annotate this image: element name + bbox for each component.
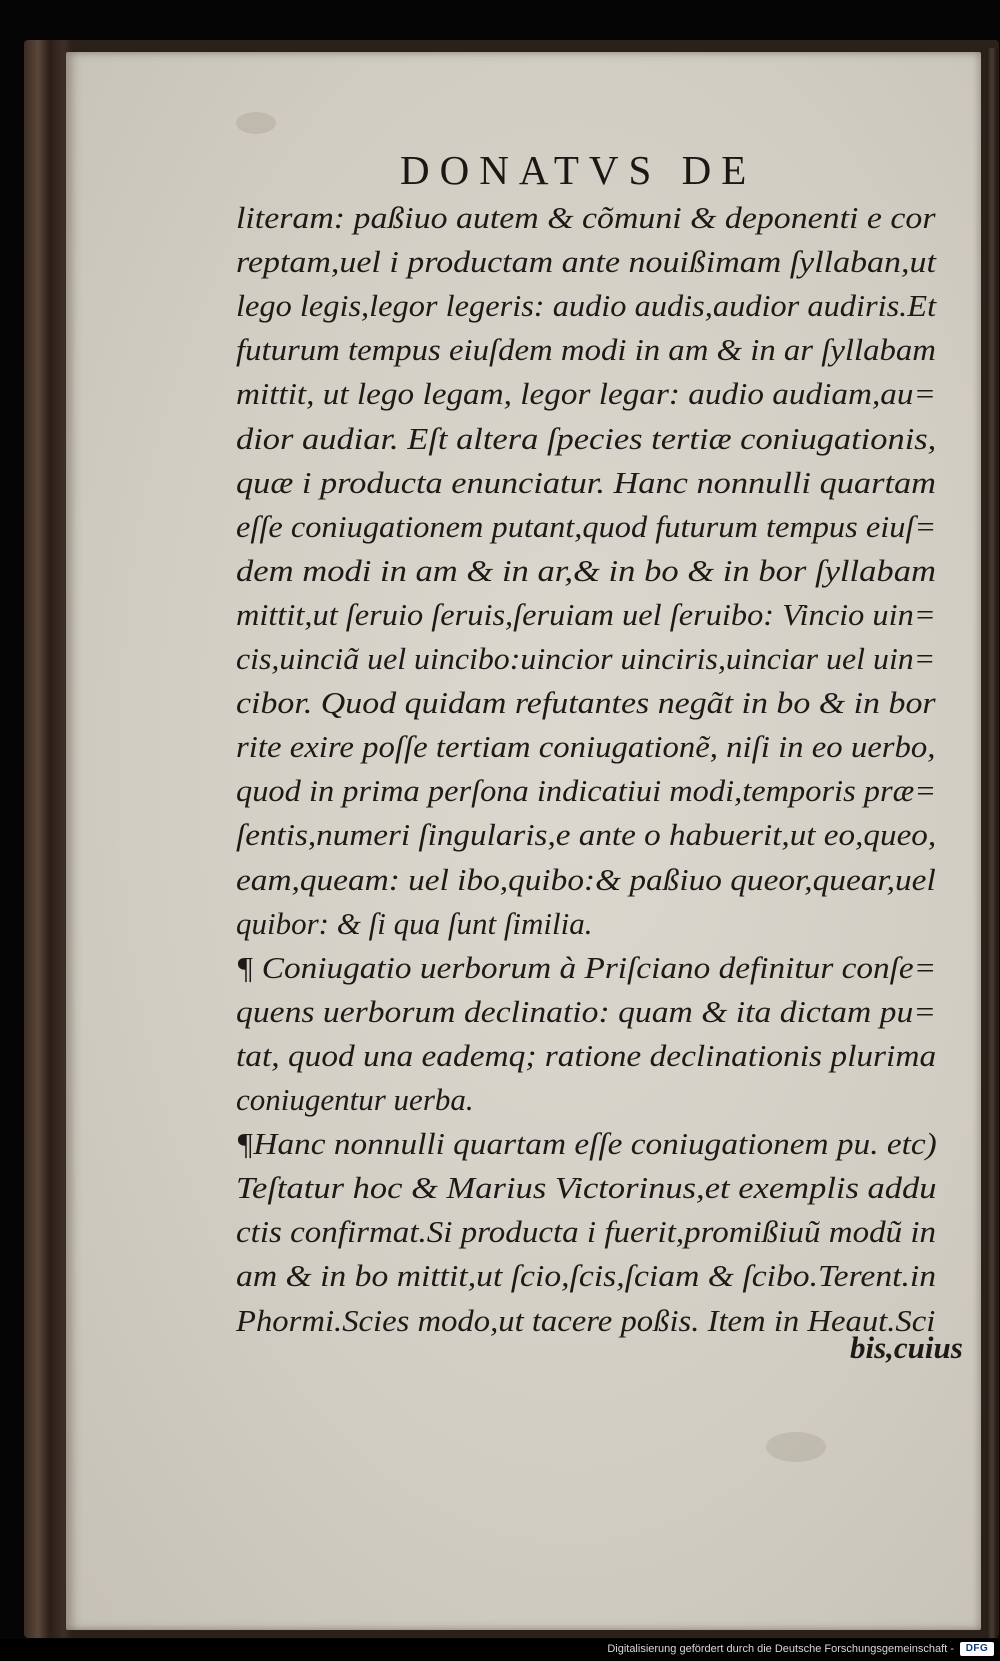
paper-stain xyxy=(766,1432,826,1462)
text-line: ctis confirmat.Si producta i fuerit,promißiuũ modũ in xyxy=(236,1214,937,1250)
text-line: ¶ Coniugatio uerborum à Priſciano definitur conſe= xyxy=(236,949,937,985)
catchword: bis,cuius xyxy=(850,1330,963,1365)
footer-credit: Digitalisierung gefördert durch die Deutsche Forschungsgemeinschaft - xyxy=(607,1643,954,1655)
text-line: quod in prima perſona indicatiui modi,temporis præ= xyxy=(236,773,937,809)
text-line: ſentis,numeri ſingularis,e ante o habuerit,ut eo,queo, xyxy=(236,817,937,853)
text-line: eſſe coniugationem putant,quod futurum tempus eiuſ= xyxy=(236,508,937,544)
page-edge xyxy=(986,48,998,1638)
text-line: futurum tempus eiuſdem modi in am & in ar ſyllabam xyxy=(236,332,936,368)
text-line: mittit, ut lego legam, legor legar: audio audiam,au= xyxy=(236,376,936,412)
text-line: am & in bo mittit,ut ſcio,ſcis,ſciam & ſcibo.Terent.in xyxy=(236,1258,937,1294)
text-line: cis,uinciã uel uincibo:uincior uinciris,uinciar uel uin= xyxy=(236,641,936,676)
dfg-logo: DFG xyxy=(960,1642,994,1656)
text-line: dior audiar. Eſt altera ſpecies tertiæ coniugationis, xyxy=(236,420,937,456)
text-line: quæ i producta enunciatur. Hanc nonnulli quartam xyxy=(236,464,936,500)
text-line: dem modi in am & in ar,& in bo & in bor ſyllabam xyxy=(236,552,936,588)
text-line: literam: paßiuo autem & cõmuni & deponenti e cor xyxy=(236,200,936,235)
text-line: quens uerborum declinatio: quam & ita dictam pu= xyxy=(236,993,937,1029)
digitization-footer xyxy=(0,1639,1000,1661)
text-line: Phormi.Scies modo,ut tacere poßis. Item in Heaut.Sci xyxy=(236,1302,936,1338)
text-line: rite exire poſſe tertiam coniugationẽ, niſi in eo uerbo, xyxy=(236,729,936,765)
text-line: cibor. Quod quidam refutantes negãt in bo & in bor xyxy=(236,685,936,721)
text-line: Teſtatur hoc & Marius Victorinus,et exemplis addu xyxy=(236,1170,937,1206)
running-header: DONATVS DE xyxy=(400,147,757,193)
text-line: mittit,ut ſeruio ſeruis,ſeruiam uel ſeruibo: Vincio uin= xyxy=(236,596,936,632)
text-line: eam,queam: uel ibo,quibo:& paßiuo queor,quear,uel xyxy=(236,861,936,897)
text-line: reptam,uel i productam ante nouißimam ſyllaban,ut xyxy=(236,244,936,280)
text-line: quibor: & ſi qua ſunt ſimilia. xyxy=(236,905,593,941)
text-line: ¶Hanc nonnulli quartam eſſe coniugationem pu. etc) xyxy=(236,1126,937,1162)
text-line: tat, quod una eademq; ratione declinationis plurima xyxy=(236,1037,937,1073)
text-line: coniugentur uerba. xyxy=(236,1082,474,1117)
paper-stain xyxy=(236,112,276,134)
text-line: lego legis,legor legeris: audio audis,audior audiris.Et xyxy=(236,288,937,324)
